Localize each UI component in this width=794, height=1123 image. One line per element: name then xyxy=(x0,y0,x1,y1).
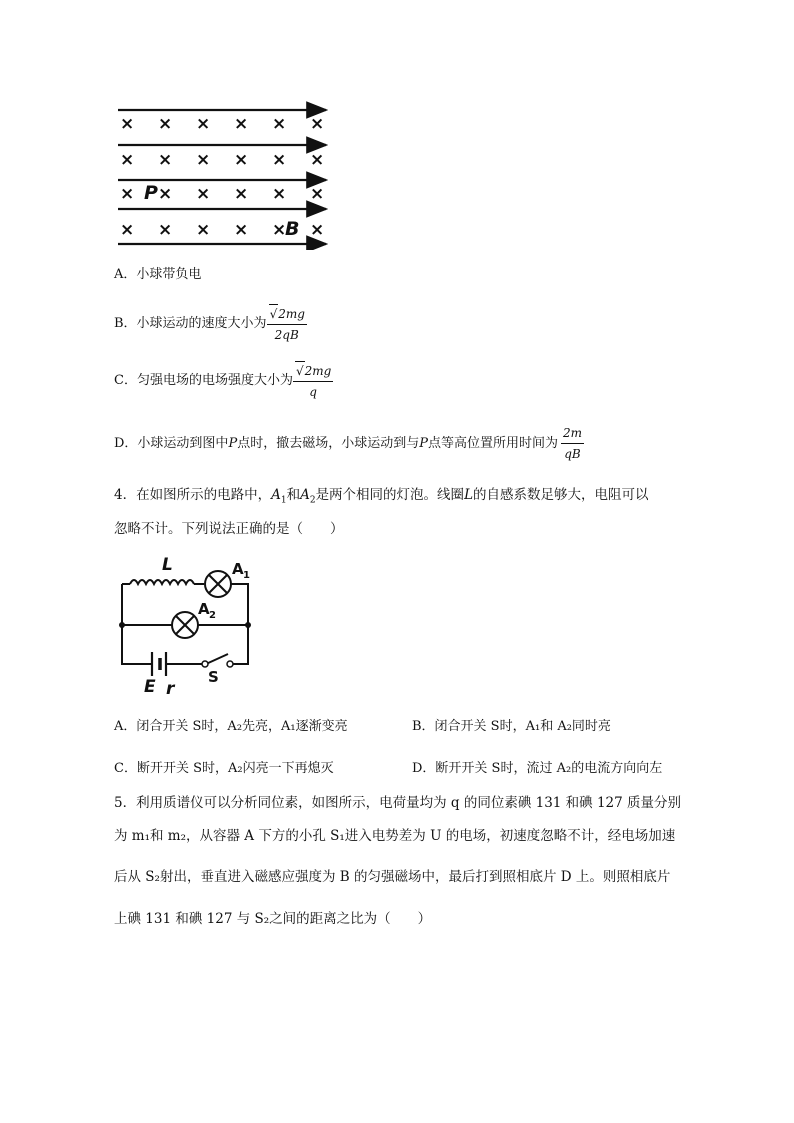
q4-option-a: A．闭合开关 S时，A₂先亮，A₁逐渐变亮 xyxy=(114,719,348,734)
q3-option-d xyxy=(114,424,584,463)
field-cross: × xyxy=(310,184,325,204)
switch-blade xyxy=(206,654,228,664)
label-switch: S xyxy=(208,668,219,686)
field-cross: × xyxy=(120,184,135,204)
switch-contact xyxy=(202,661,208,667)
q3-option-d-text3: 点等高位置所用时间为 xyxy=(427,435,558,451)
q3-option-d-text2: 点时，撤去磁场，小球运动到与 xyxy=(237,435,420,451)
label-a1-sub: 1 xyxy=(243,570,250,581)
q5-line1: 5．利用质谱仪可以分析同位素，如图所示，电荷量均为 q 的同位素碘 131 和碘 127 质量分别 xyxy=(114,795,682,811)
q4-stem-text: 是两个相同的灯泡。线圈 xyxy=(315,487,465,503)
label-b: B xyxy=(285,218,300,240)
q3-option-d-text1: D．小球运动到图中 xyxy=(114,435,229,451)
q4-stem-a2: A xyxy=(300,487,310,503)
field-cross: × xyxy=(158,150,173,170)
q3-b-denominator: 2qB xyxy=(274,328,299,342)
q3-option-c xyxy=(114,361,333,401)
q3-option-d-p2: P xyxy=(419,435,428,451)
field-cross: × xyxy=(196,114,211,134)
q3-option-b xyxy=(114,304,307,344)
inductor-coil xyxy=(130,580,194,584)
field-cross: × xyxy=(120,150,135,170)
label-a2-sub: 2 xyxy=(209,610,216,621)
q4-stem-text: 的自感系数足够大，电阻可以 xyxy=(473,487,649,503)
magnetic-field-figure xyxy=(110,98,335,250)
q4-stem-a1: A xyxy=(271,487,281,503)
q3-option-b-fraction: $\frac{√2mg}{2qB}$ xyxy=(267,304,307,344)
q5-line2: 为 m₁和 m₂，从容器 A 下方的小孔 S₁进入电势差为 U 的电场，初速度忽略不计，经电场加速 xyxy=(114,828,676,844)
q3-option-c-text: C．匀强电场的电场强度大小为 xyxy=(114,373,293,388)
q3-d-numerator: 2m xyxy=(561,424,584,444)
q3-option-a: A．小球带负电 xyxy=(114,267,202,282)
field-cross: × xyxy=(120,114,135,134)
q3-b-numerator: 2mg xyxy=(278,307,305,321)
field-cross: × xyxy=(234,220,249,240)
field-cross: × xyxy=(272,150,287,170)
circuit-diagram xyxy=(110,548,260,698)
junction-dot xyxy=(245,622,251,628)
q4-stem-line1: 4．在如图所示的电路中，$A_1$和$A_2$是两个相同的灯泡。线圈L的自感系数足够大，电阻可以 xyxy=(114,487,649,506)
field-cross: × xyxy=(310,150,325,170)
field-cross: × xyxy=(196,220,211,240)
q4-option-c: C．断开开关 S时，A₂闪亮一下再熄灭 xyxy=(114,761,334,776)
field-cross: × xyxy=(272,220,287,240)
switch-contact xyxy=(227,661,233,667)
label-emf: E xyxy=(144,677,156,697)
field-cross: × xyxy=(310,220,325,240)
q4-stem-line2: 忽略不计。下列说法正确的是（ ） xyxy=(114,521,344,537)
label-inductor: L xyxy=(162,555,173,575)
field-cross: × xyxy=(158,114,173,134)
label-p: P xyxy=(144,182,158,204)
q4-stem-text: 和 xyxy=(286,487,301,503)
field-cross: × xyxy=(310,114,325,134)
label-a1: A xyxy=(232,560,244,578)
q5-line3: 后从 S₂射出，垂直进入磁感应强度为 B 的匀强磁场中，最后打到照相底片 D 上。则照相底片 xyxy=(114,869,671,885)
q3-option-d-p: P xyxy=(228,435,238,451)
q3-option-d-fraction xyxy=(561,424,584,463)
field-cross: × xyxy=(234,114,249,134)
q4-option-b: B．闭合开关 S时，A₁和 A₂同时亮 xyxy=(412,719,611,734)
field-cross: × xyxy=(272,114,287,134)
q3-d-denominator: qB xyxy=(564,447,581,461)
q3-option-c-fraction: $\frac{√2mg}{q}$ xyxy=(293,361,333,401)
q5-line4: 上碘 131 和碘 127 与 S₂之间的距离之比为（ ） xyxy=(114,911,432,927)
field-cross: × xyxy=(234,184,249,204)
field-cross: × xyxy=(196,184,211,204)
field-cross: × xyxy=(272,184,287,204)
q3-c-numerator: 2mg xyxy=(304,364,332,378)
field-cross: × xyxy=(196,150,211,170)
field-cross: × xyxy=(158,220,173,240)
q3-option-b-text: B．小球运动的速度大小为 xyxy=(114,316,267,331)
q4-stem-text: 4．在如图所示的电路中， xyxy=(114,487,272,503)
field-cross: × xyxy=(158,184,173,204)
q3-c-denominator: q xyxy=(309,385,317,399)
junction-dot xyxy=(119,622,125,628)
q4-stem-l: L xyxy=(464,487,474,503)
label-resistance: r xyxy=(166,679,175,698)
field-cross: × xyxy=(234,150,249,170)
label-a2: A xyxy=(198,600,210,618)
field-cross: × xyxy=(120,220,135,240)
q4-option-d: D．断开开关 S时，流过 A₂的电流方向向左 xyxy=(412,761,663,776)
